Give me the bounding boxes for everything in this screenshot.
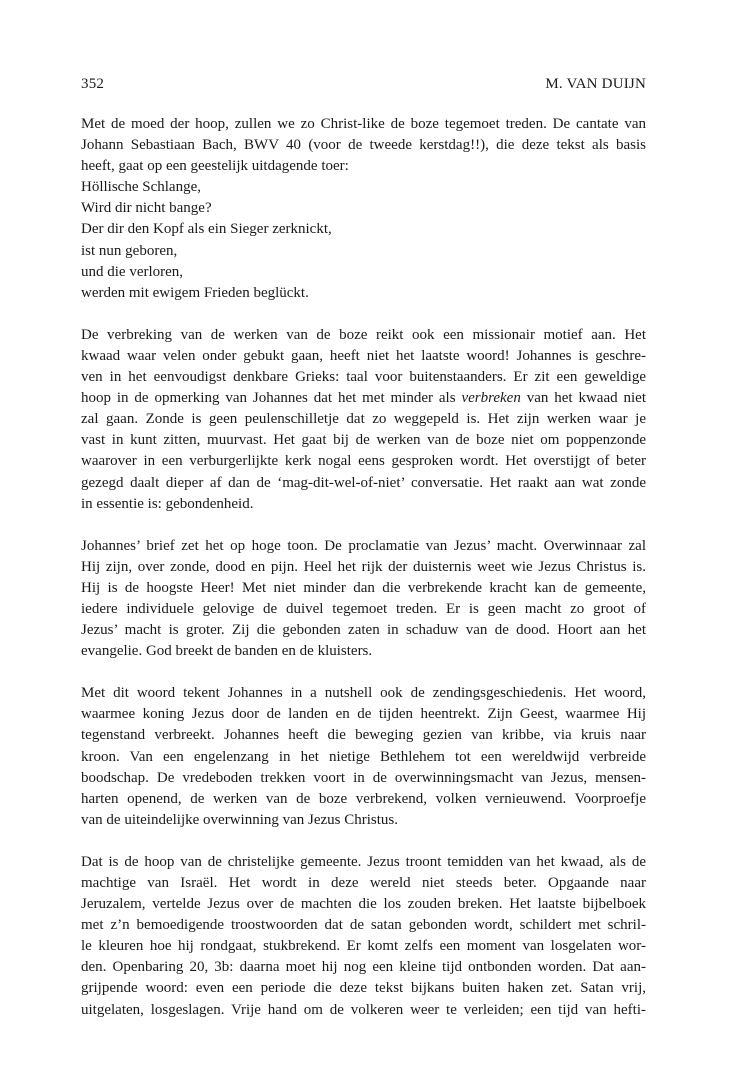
paragraph-2 — [81, 325, 646, 515]
line-text: Jezus’ macht is groter. Zij die gebonden zaten in schaduw van de dood. Hoort aan het — [81, 622, 646, 639]
text-line — [81, 810, 646, 831]
text-line — [81, 156, 646, 177]
text-line — [81, 852, 646, 873]
line-text: Hij zijn, over zonde, dood en pijn. Heel het rijk der duisternis weet wie Jezus Christus is. — [81, 558, 646, 575]
text-line — [81, 599, 646, 620]
paragraph-1 — [81, 114, 646, 304]
text-line — [81, 747, 646, 768]
emphasis-text: verbreken — [461, 390, 521, 407]
line-text: De verbreking van de werken van de boze reikt ook een missionair motief aan. Het — [81, 326, 646, 343]
text-line — [81, 557, 646, 578]
line-text: Met dit woord tekent Johannes in a nutshell ook de zendingsgeschiedenis. Het woord, — [81, 685, 646, 702]
text-line — [81, 936, 646, 957]
line-text: kwaad waar velen onder gebukt gaan, heeft niet het laatste woord! Johannes is geschre- — [81, 347, 646, 364]
text-line — [81, 325, 646, 346]
line-text: Wird dir nicht bange? — [81, 200, 212, 217]
text-line — [81, 135, 646, 156]
text-line — [81, 704, 646, 725]
line-text: evangelie. God breekt de banden en de kluisters. — [81, 643, 373, 660]
line-text: Johannes’ brief zet het op hoge toon. De proclamatie van Jezus’ macht. Overwinnaar zal — [81, 537, 646, 554]
line-text: boodschap. De vredeboden trekken voort in de overwinningsmacht van Jezus, mensen- — [81, 769, 646, 786]
text-line — [81, 430, 646, 451]
line-text: Der dir den Kopf als ein Sieger zerknickt, — [81, 221, 332, 238]
line-text: ven in het eenvoudigst denkbare Grieks: taal voor buitenstaanders. Er zit een geweldige — [81, 369, 646, 386]
line-text: Met de moed der hoop, zullen we zo Christ-like de boze tegemoet treden. De cantate van — [81, 116, 646, 132]
text-line — [81, 725, 646, 746]
line-text: und die verloren, — [81, 263, 184, 280]
page-number: 352 — [81, 76, 105, 92]
text-line — [81, 219, 646, 240]
line-text: Dat is de hoop van de christelijke gemeente. Jezus troont temidden van het kwaad, als de — [81, 853, 646, 870]
text-line — [81, 367, 646, 388]
text-line — [81, 957, 646, 978]
line-text: heeft, gaat op een geestelijk uitdagende toer: — [81, 158, 349, 175]
text-line — [81, 494, 646, 515]
line-text: uitgelaten, losgeslagen. Vrije hand om de volkeren weer te verleiden; een tijd van hefti- — [81, 1001, 646, 1018]
text-line — [81, 262, 646, 283]
page-header — [81, 74, 646, 94]
line-text: zal gaan. Zonde is geen peulenschilletje dat zo weggepeld is. Het zijn werken waar je — [81, 411, 646, 428]
text-line — [81, 114, 646, 135]
text-line — [81, 198, 646, 219]
running-head: M. VAN DUIJN — [545, 76, 646, 92]
line-text: le kleuren hoe hij rondgaat, stukbrekend. Er komt zelfs een moment van losgelaten wor- — [81, 938, 646, 955]
line-text: machtige van Israël. Het wordt in deze wereld niet steeds beter. Opgaande naar — [81, 875, 646, 891]
line-text: vast in kunt zitten, muurvast. Het gaat bij de werken van de boze niet om poppenzonde — [81, 432, 646, 449]
line-text: in essentie is: gebondenheid. — [81, 495, 254, 512]
line-text: gezegd daalt dieper af dan de ‘mag-dit-wel-of-niet’ conversatie. Het raakt aan wat zonde — [81, 474, 646, 491]
line-text: tegenstand verbreekt. Johannes heeft die beweging gezien van kribbe, via kruis naar — [81, 727, 646, 744]
line-text: grijpende woord: even een periode die deze tekst bijkans buiten haken zet. Satan vrij, — [81, 980, 646, 997]
line-text: den. Openbaring 20, 3b: daarna moet hij nog een kleine tijd ontbonden worden. Dat aan- — [81, 959, 646, 976]
text-line — [81, 620, 646, 641]
text-line — [81, 768, 646, 789]
text-line — [81, 346, 646, 367]
body-text — [81, 114, 646, 1021]
line-text: Johann Sebastiaan Bach, BWV 40 (voor de tweede kerstdag!!), die deze tekst als basis — [81, 137, 646, 154]
line-text: waarmee koning Jezus door de landen en de tijden heentrekt. Zijn Geest, waarmee Hij — [81, 706, 646, 723]
text-line — [81, 1000, 646, 1021]
text-line — [81, 641, 646, 662]
text-line — [81, 894, 646, 915]
line-text: Jeruzalem, vertelde Jezus over de machten die los zouden breken. Het laatste bijbelboek — [81, 896, 646, 913]
text-line — [81, 283, 646, 304]
line-text: Höllische Schlange, — [81, 179, 201, 196]
text-line — [81, 536, 646, 557]
line-text: kroon. Van een engelenzang in het nietige Bethlehem tot een wereldwijd verbreide — [81, 748, 646, 765]
line-text: werden mit ewigem Frieden beglückt. — [81, 284, 309, 301]
line-text: ist nun geboren, — [81, 242, 178, 259]
line-text: Hij is de hoogste Heer! Met niet minder dan die verbrekende kracht kan de gemeente, — [81, 579, 646, 596]
text-line — [81, 789, 646, 810]
paragraph-4 — [81, 683, 646, 831]
paragraph-3 — [81, 536, 646, 663]
text-line — [81, 978, 646, 999]
line-text: iedere individuele gelovige de duivel tegemoet treden. Er is geen macht zo groot of — [81, 600, 646, 617]
text-line — [81, 388, 646, 409]
line-text: harten openend, de werken van de boze verbrekend, volken vernieuwend. Voorproefje — [81, 790, 646, 807]
text-line — [81, 473, 646, 494]
line-text: van de uiteindelijke overwinning van Jezus Christus. — [81, 811, 399, 828]
text-line — [81, 409, 646, 430]
line-text: hoop in de opmerking van Johannes dat het met minder als — [81, 390, 462, 407]
text-line — [81, 915, 646, 936]
line-text-continued: van het kwaad niet — [520, 390, 646, 407]
line-text: met z’n bemoedigende troostwoorden dat de satan gebonden wordt, schildert met schril- — [81, 917, 646, 934]
line-text: waarover in een verburgerlijkte kerk nogal eens gesproken wordt. Het overstijgt of beter — [81, 453, 646, 470]
text-line — [81, 578, 646, 599]
text-line — [81, 177, 646, 198]
text-line — [81, 873, 646, 894]
text-line — [81, 683, 646, 704]
text-line — [81, 241, 646, 262]
page — [81, 74, 646, 1042]
text-line — [81, 451, 646, 472]
paragraph-5 — [81, 852, 646, 1021]
